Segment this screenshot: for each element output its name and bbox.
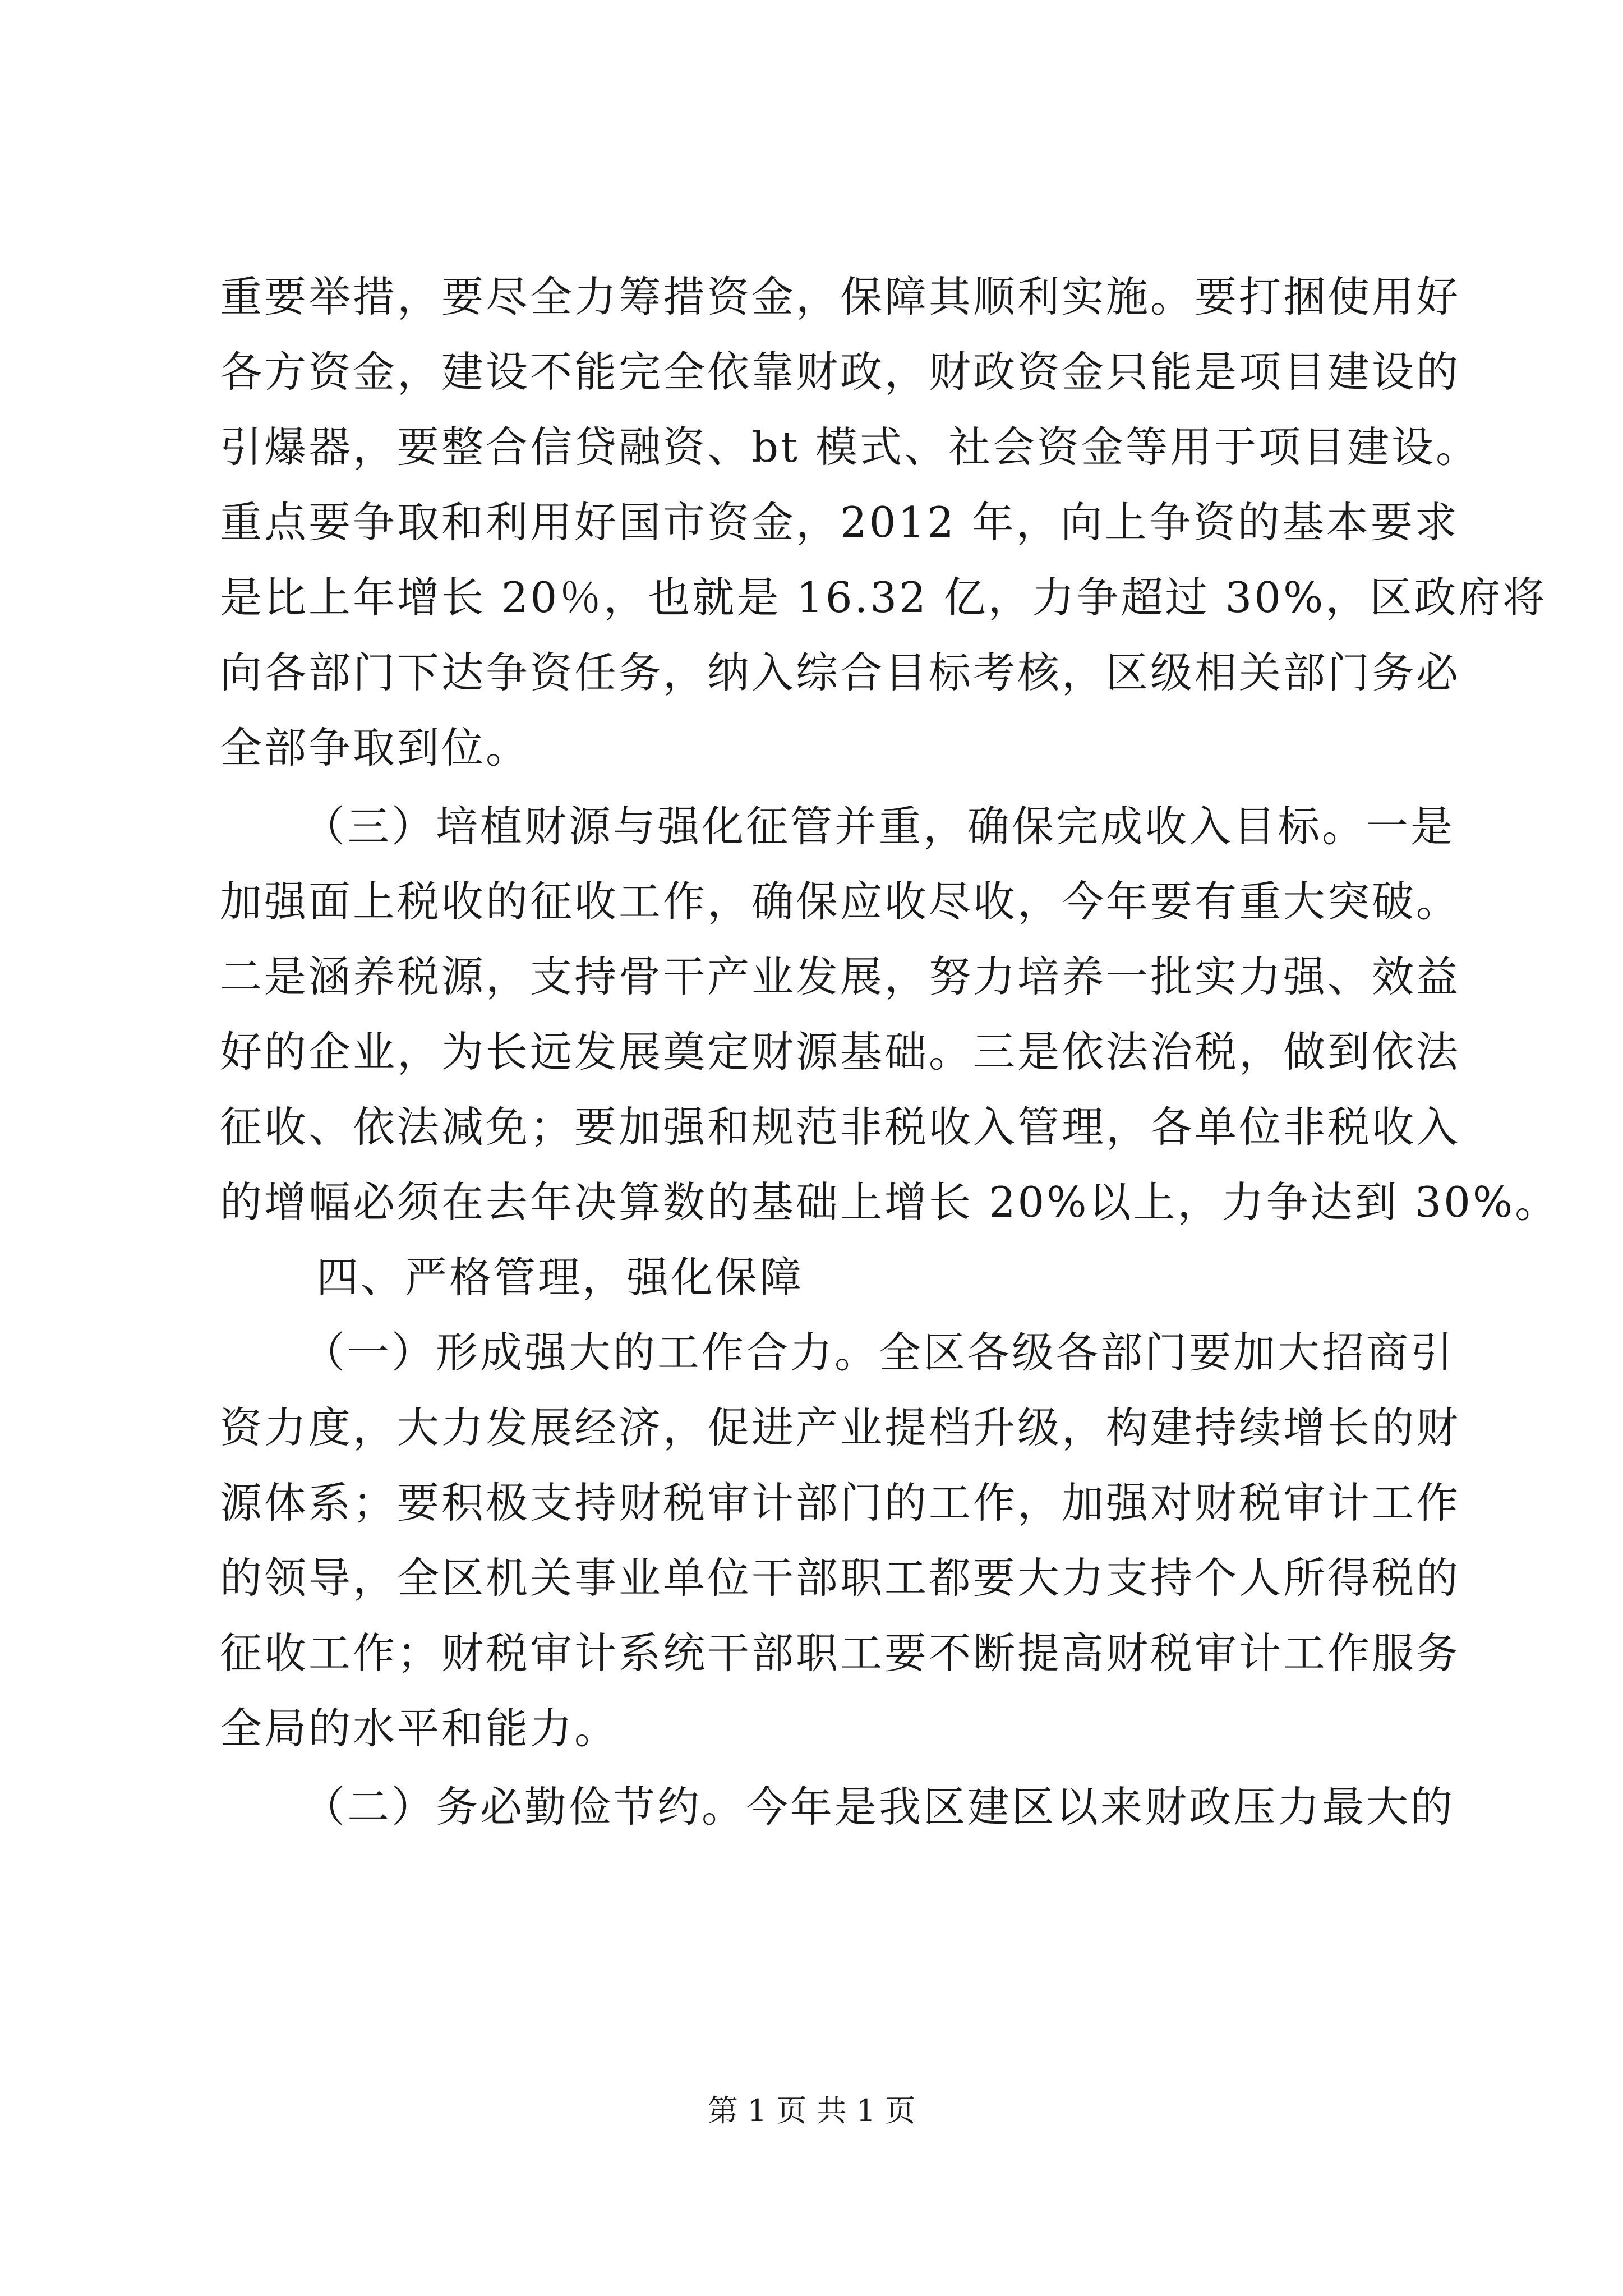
text-line: 加强面上税收的征收工作，确保应收尽收，今年要有重大突破。	[220, 877, 1461, 926]
text-line: 的增幅必须在去年决算数的基础上增长 20%以上，力争达到 30%。	[220, 1177, 1560, 1227]
text-line: 的领导，全区机关事业单位干部职工都要大力支持个人所得税的	[220, 1553, 1461, 1603]
text-line: 向各部门下达争资任务，纳入综合目标考核，区级相关部门务必	[220, 648, 1461, 697]
text-line: 征收工作；财税审计系统干部职工要不断提高财税审计工作服务	[220, 1628, 1461, 1678]
text-line: 二是涵养税源，支持骨干产业发展，努力培养一批实力强、效益	[220, 952, 1461, 1001]
text-line: （二）务必勤俭节约。今年是我区建区以来财政压力最大的	[303, 1782, 1455, 1832]
text-line: 好的企业，为长远发展奠定财源基础。三是依法治税，做到依法	[220, 1027, 1461, 1076]
text-line: 重点要争取和利用好国市资金，2012 年，向上争资的基本要求	[220, 498, 1459, 547]
text-line: 征收、依法减免；要加强和规范非税收入管理，各单位非税收入	[220, 1102, 1461, 1152]
text-line: 重要举措，要尽全力筹措资金，保障其顺利实施。要打捆使用好	[220, 272, 1461, 321]
text-line: 引爆器，要整合信贷融资、bt 模式、社会资金等用于项目建设。	[220, 422, 1480, 472]
text-line: 是比上年增长 20％，也就是 16.32 亿，力争超过 30%，区政府将	[220, 573, 1547, 622]
text-line: （三）培植财源与强化征管并重，确保完成收入目标。一是	[303, 802, 1455, 851]
text-line: 全局的水平和能力。	[220, 1704, 619, 1753]
text-line: 各方资金，建设不能完全依靠财政，财政资金只能是项目建设的	[220, 347, 1461, 397]
text-line: 资力度，大力发展经济，促进产业提档升级，构建持续增长的财	[220, 1403, 1461, 1452]
section-heading: 四、严格管理，强化保障	[316, 1253, 804, 1302]
text-line: 源体系；要积极支持财税审计部门的工作，加强对财税审计工作	[220, 1478, 1461, 1527]
document-body	[220, 259, 1560, 1844]
page-number-footer: 第 1 页 共 1 页	[707, 2093, 916, 2128]
text-line: 全部争取到位。	[220, 723, 531, 772]
text-line: （一）形成强大的工作合力。全区各级各部门要加大招商引	[303, 1328, 1455, 1377]
